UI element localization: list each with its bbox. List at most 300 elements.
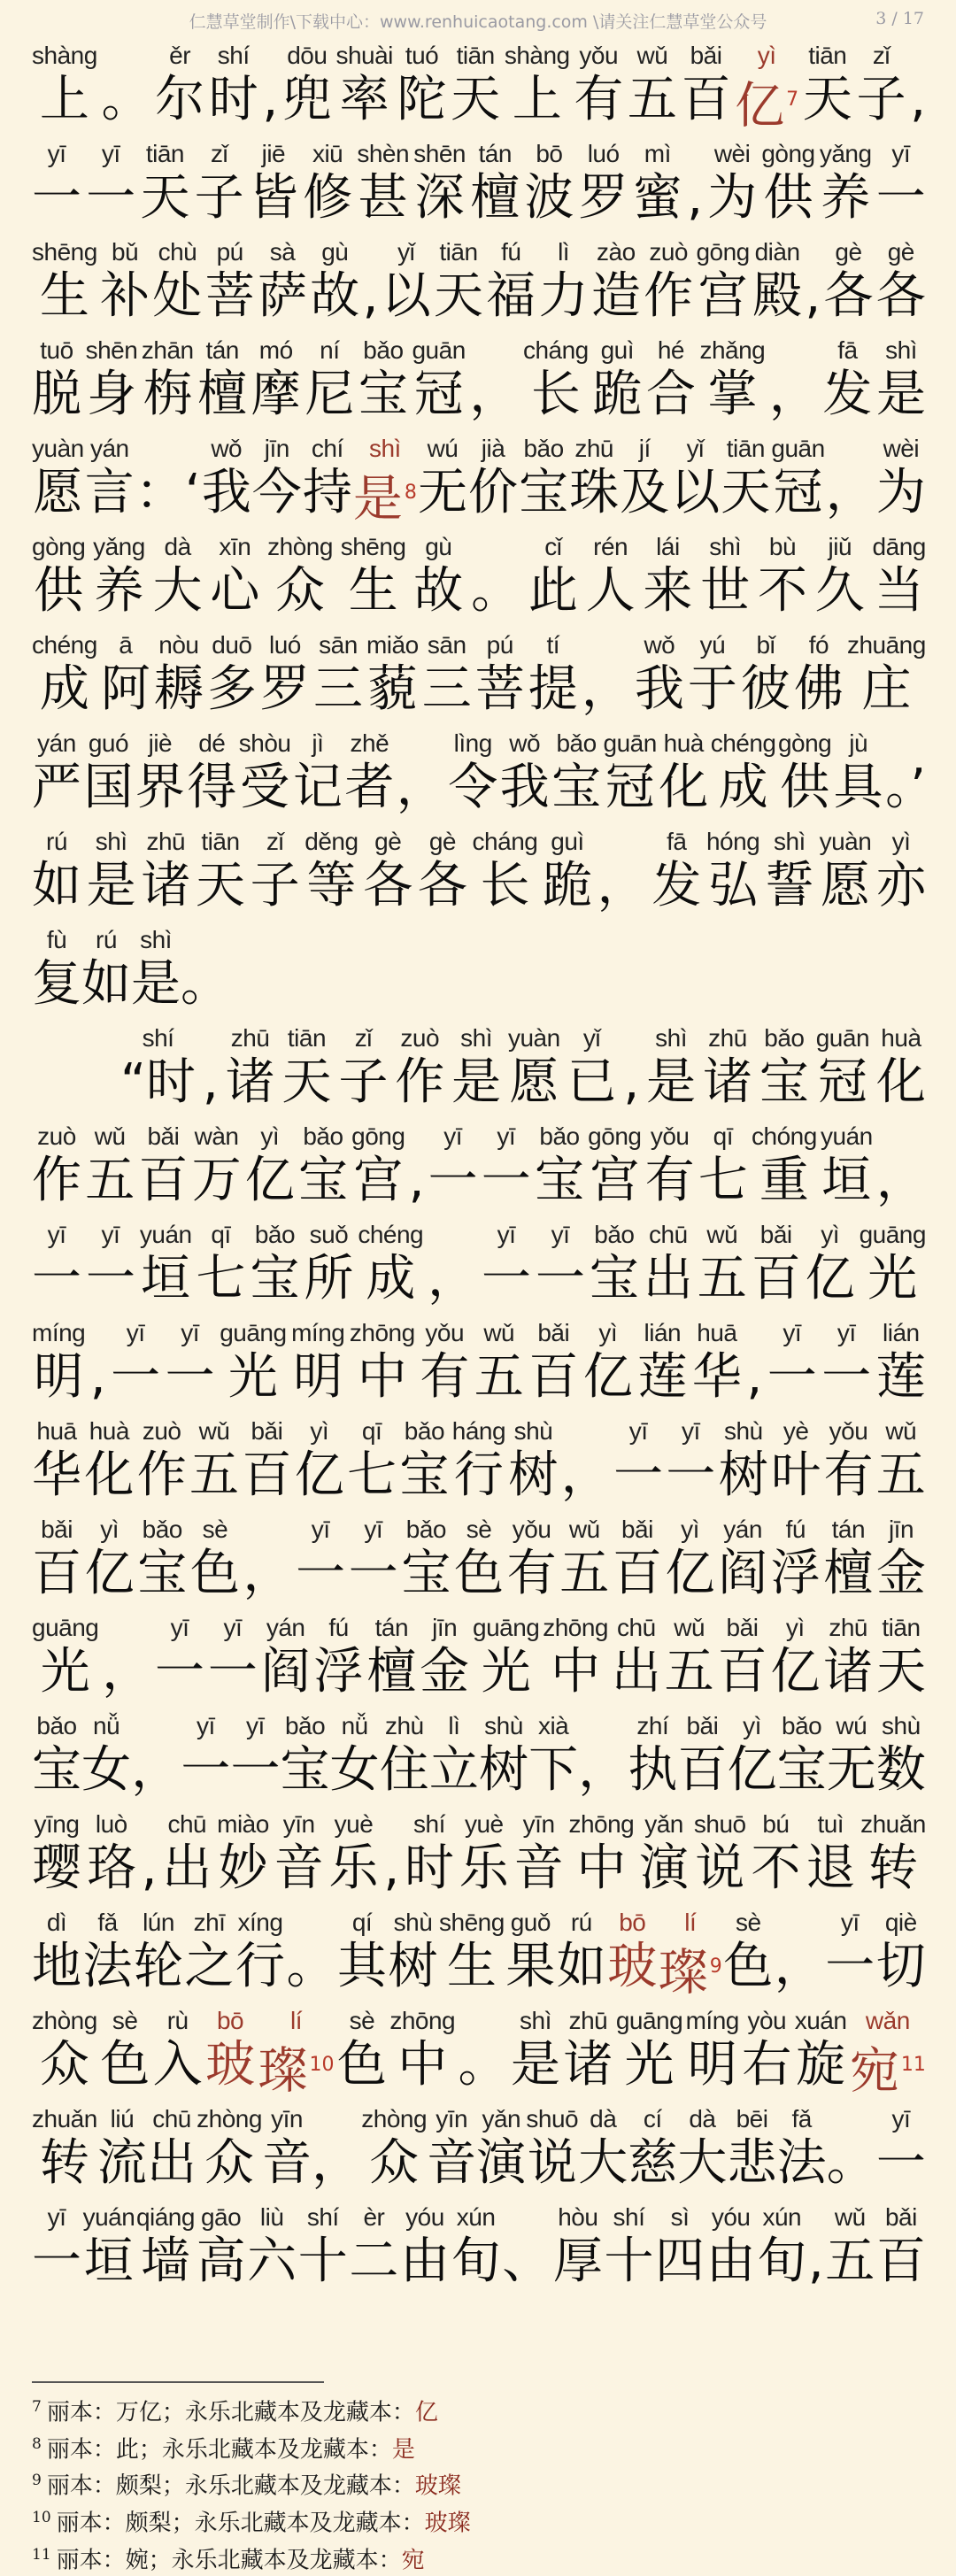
ruby-character	[305, 828, 358, 918]
footnote-number: 7	[32, 2398, 42, 2416]
hanzi: 执	[628, 1741, 678, 1799]
hanzi: 言	[84, 464, 135, 521]
hanzi: 冠	[773, 464, 823, 521]
pinyin: rù	[166, 2007, 189, 2034]
pinyin: zhōng	[389, 2007, 456, 2034]
hanzi: 此	[528, 562, 578, 620]
pinyin: míng	[685, 2007, 739, 2034]
pinyin: shí	[142, 1024, 174, 1052]
hanzi: 是	[876, 366, 926, 423]
footnote-text: 丽本：颇梨；永乐北藏本及龙藏本：	[46, 2472, 415, 2500]
footnote	[32, 2392, 917, 2429]
pinyin: huà	[881, 1024, 921, 1052]
ruby-character	[815, 533, 865, 623]
punctuation	[363, 238, 379, 328]
pinyin: shí	[613, 2203, 645, 2231]
ruby-character	[32, 1909, 81, 1999]
ruby-character	[147, 2105, 197, 2195]
punctuation	[826, 435, 875, 525]
pinyin: tiān	[808, 42, 847, 69]
hanzi: ,	[408, 1152, 425, 1209]
pinyin: sān	[319, 631, 358, 659]
ruby-character	[612, 1614, 661, 1704]
pinyin: huà	[663, 729, 704, 757]
hanzi: 跪	[543, 857, 592, 914]
pinyin: yī	[628, 1417, 648, 1445]
hanzi: 莲	[875, 1348, 926, 1406]
ruby-character	[32, 729, 81, 820]
hanzi: 成	[366, 1250, 416, 1307]
ruby-character	[876, 2105, 926, 2195]
hanzi: ,	[202, 1053, 219, 1111]
hanzi: 百	[717, 1643, 767, 1701]
hanzi: 明	[34, 1348, 84, 1406]
pinyin: chū	[649, 1221, 688, 1248]
hanzi: 地	[32, 1938, 81, 1995]
pinyin: yǐ	[686, 435, 704, 462]
hanzi: 。’	[885, 759, 926, 816]
pinyin: zhū	[230, 1024, 270, 1052]
ruby-character	[197, 1221, 246, 1311]
hanzi: 宝	[759, 1053, 809, 1111]
pinyin: zhū	[146, 828, 186, 855]
ruby-character	[413, 140, 466, 230]
pinyin	[418, 729, 424, 758]
text-line	[32, 1508, 926, 1606]
pinyin: tiān	[726, 435, 765, 462]
hanzi: 其	[337, 1938, 387, 1995]
pinyin: liù	[259, 2203, 284, 2231]
punctuation	[582, 631, 631, 721]
hanzi: 供	[34, 562, 84, 620]
ruby-character	[644, 1221, 693, 1311]
pinyin: dì	[46, 1909, 67, 1936]
pinyin: fù	[46, 926, 67, 953]
hanzi: 说	[695, 1839, 745, 1897]
ruby-character	[821, 1319, 871, 1409]
footnote-number: 9	[32, 2472, 42, 2490]
hanzi: 中	[576, 1839, 627, 1897]
pinyin: lí	[684, 1909, 697, 1936]
pinyin: yī	[47, 2203, 66, 2231]
ruby-character	[474, 1319, 524, 1409]
ruby-character	[777, 1712, 827, 1802]
hanzi: 天	[433, 267, 483, 325]
ruby-character	[761, 140, 814, 230]
pinyin: wǒ	[509, 729, 541, 757]
text-line	[32, 721, 926, 820]
hanzi: ，	[774, 1938, 824, 1995]
ruby-character	[192, 1122, 242, 1213]
ruby-character	[338, 1024, 388, 1114]
pinyin: guān	[771, 435, 825, 462]
hanzi: 转	[39, 2134, 89, 2192]
pinyin: gè	[835, 238, 862, 266]
pinyin: bǐ	[756, 631, 775, 659]
hanzi: 今	[251, 464, 302, 521]
hanzi: 众	[39, 2036, 89, 2094]
hanzi: 百	[751, 1250, 801, 1307]
ruby-character	[486, 238, 536, 328]
pinyin: qī	[211, 1221, 231, 1248]
hanzi: ,	[89, 1348, 106, 1406]
hanzi: 宝	[358, 366, 408, 423]
hanzi: 宝	[589, 1250, 639, 1307]
hanzi: 右	[742, 2036, 792, 2094]
ruby-character	[363, 828, 412, 918]
footnote-ref[interactable]: 11	[900, 2054, 926, 2076]
text-line	[32, 328, 926, 427]
ruby-character	[84, 1417, 134, 1508]
ruby-character	[401, 1516, 451, 1606]
pinyin: guāng	[473, 1614, 540, 1641]
hanzi: 阎	[718, 1545, 768, 1602]
pinyin: shù	[513, 1417, 553, 1445]
footnote-ref[interactable]: 9	[709, 1955, 722, 1978]
ruby-character	[330, 1712, 380, 1802]
pinyin: shí	[413, 1810, 445, 1838]
ruby-character	[876, 1614, 926, 1704]
ruby-character	[508, 1024, 560, 1114]
ruby-character	[337, 1909, 387, 1999]
pinyin: zhū	[829, 1614, 867, 1641]
pinyin: shēng	[32, 238, 97, 266]
hanzi: 珠	[569, 464, 620, 521]
hanzi: 养	[94, 562, 144, 620]
ruby-character	[293, 729, 343, 820]
pinyin: chū	[617, 1614, 656, 1641]
ruby-character	[528, 1319, 578, 1409]
pinyin: yì	[100, 1516, 120, 1543]
pinyin: yī	[47, 140, 66, 167]
pinyin: shēng	[340, 533, 406, 560]
hanzi: 为	[875, 464, 926, 521]
hanzi: 百	[528, 1348, 579, 1406]
footnote-number: 11	[32, 2545, 51, 2564]
footnote-ref[interactable]: 10	[309, 2054, 335, 2076]
ruby-character	[32, 1319, 85, 1409]
hanzi: 宝	[401, 1545, 451, 1602]
ruby-character	[298, 1122, 348, 1213]
pinyin	[480, 2007, 486, 2035]
hanzi: 演	[476, 2134, 527, 2192]
hanzi: 下	[528, 1741, 579, 1799]
hanzi: 是	[510, 2036, 560, 2094]
ruby-character	[528, 631, 578, 721]
ruby-character	[505, 42, 570, 132]
pinyin: qiáng	[135, 2203, 195, 2231]
hanzi: 莲	[637, 1348, 688, 1406]
pinyin: bǎo	[142, 1516, 182, 1543]
hanzi: 光	[481, 1643, 531, 1701]
pinyin: yán	[723, 1516, 762, 1543]
pinyin	[600, 1712, 606, 1740]
ruby-character	[834, 729, 883, 820]
ruby-character	[140, 140, 189, 230]
hanzi: 华	[32, 1446, 81, 1504]
ruby-character	[473, 828, 538, 918]
ruby-character	[153, 2007, 203, 2097]
ruby-character	[85, 1516, 135, 1606]
pinyin	[449, 1221, 455, 1249]
pinyin: miǎo	[366, 631, 419, 659]
pinyin: jīn	[264, 435, 289, 462]
pinyin: shòu	[238, 729, 291, 757]
ruby-character	[350, 1319, 415, 1409]
hanzi: 各	[417, 857, 467, 914]
pinyin	[619, 828, 625, 856]
ruby-character	[400, 2203, 450, 2294]
ruby-character	[468, 435, 518, 525]
pinyin: jí	[638, 435, 651, 462]
ruby-character	[583, 1319, 633, 1409]
ruby-character	[658, 1909, 722, 2002]
pinyin: guāng	[220, 1319, 287, 1346]
pinyin: bǎi	[251, 1417, 283, 1445]
hanzi: 无	[826, 1741, 876, 1799]
pinyin: jià	[481, 435, 505, 462]
ruby-character	[651, 828, 701, 918]
pinyin: jiē	[261, 140, 286, 167]
hanzi: 各	[363, 857, 413, 914]
ruby-character	[335, 42, 392, 132]
hanzi: ，	[581, 660, 631, 718]
hanzi: 大	[578, 2134, 628, 2192]
ruby-character	[366, 631, 419, 721]
hanzi: 出	[162, 1839, 212, 1897]
ruby-character	[706, 828, 759, 918]
hanzi: 音	[262, 2134, 312, 2192]
hanzi: 化	[875, 1053, 926, 1111]
pinyin	[491, 336, 497, 365]
ruby-character	[543, 1614, 608, 1704]
hanzi: 光	[624, 2036, 675, 2094]
hanzi: 光	[227, 1348, 278, 1406]
ruby-character	[628, 1712, 677, 1802]
hanzi: 亿$^7$	[735, 77, 799, 135]
ruby-character	[32, 1221, 81, 1311]
hanzi: 成	[718, 759, 768, 816]
pinyin: bǔ	[112, 238, 139, 266]
hanzi: 有	[644, 1152, 695, 1209]
footnote-ref[interactable]: 8	[404, 482, 417, 504]
pinyin: duō	[212, 631, 252, 659]
hanzi: 树	[388, 1938, 438, 1995]
hanzi: 七	[196, 1250, 246, 1307]
ruby-character	[876, 1909, 926, 1999]
hanzi: ,	[141, 1839, 158, 1897]
pinyin: yīn	[436, 2105, 468, 2133]
ruby-character	[686, 2007, 739, 2097]
pinyin: chóng	[752, 1122, 817, 1150]
punctuation	[805, 238, 821, 328]
hanzi: 旋	[796, 2036, 846, 2094]
pinyin: zhuāng	[846, 631, 926, 659]
pinyin: bǎi	[621, 1516, 653, 1543]
hanzi: 亿	[805, 1250, 855, 1307]
ruby-character	[604, 729, 657, 820]
pinyin: qiè	[884, 1909, 917, 1936]
hanzi: 诸	[225, 1053, 275, 1111]
pinyin: zǐ	[211, 140, 228, 167]
ruby-character	[707, 140, 757, 230]
hanzi: 一	[666, 1446, 716, 1504]
ruby-character	[645, 1122, 695, 1213]
footnote	[32, 2540, 917, 2576]
hanzi: 生	[39, 267, 89, 325]
ruby-character	[635, 631, 684, 721]
ruby-character	[759, 1024, 809, 1114]
pinyin: yī	[170, 1614, 189, 1641]
pinyin: shì	[140, 926, 172, 953]
pinyin: bǎi	[884, 2203, 917, 2231]
pinyin: zǐ	[266, 828, 284, 855]
text-line	[32, 1802, 926, 1901]
pinyin: lì	[558, 238, 570, 266]
ruby-character	[153, 533, 203, 623]
pinyin: yī	[840, 1909, 860, 1936]
hanzi: 明	[293, 1348, 343, 1406]
pinyin: yuán	[821, 1122, 873, 1150]
hanzi: 音	[427, 2134, 477, 2192]
hanzi: 无	[417, 464, 467, 521]
hanzi: 一	[482, 1250, 532, 1307]
pinyin: chéng	[32, 631, 97, 659]
ruby-character	[820, 828, 872, 918]
footnotes	[32, 2381, 917, 2576]
hanzi: 菩	[204, 267, 255, 325]
hanzi: 上	[39, 71, 89, 128]
hanzi: 罗	[578, 169, 628, 227]
hanzi: ，	[312, 2134, 362, 2192]
ruby-character	[298, 2203, 348, 2294]
hanzi: 合	[645, 366, 696, 423]
pinyin: guān	[412, 336, 466, 364]
pinyin: yīn	[282, 1810, 315, 1838]
pinyin: gōng	[696, 238, 750, 266]
pinyin: sè	[466, 1516, 492, 1543]
footnote-text: 丽本：万亿；永乐北藏本及龙藏本：	[46, 2399, 415, 2426]
pinyin: yī	[101, 140, 120, 167]
hanzi: 百	[138, 1152, 189, 1209]
hanzi: 檀	[823, 1545, 874, 1602]
hanzi: 说	[527, 2134, 577, 2192]
pinyin: yú	[699, 631, 726, 659]
ruby-character	[644, 238, 693, 328]
hanzi: 一	[111, 1348, 161, 1406]
ruby-character	[152, 238, 202, 328]
hanzi: 。	[181, 955, 230, 1013]
ruby-character	[876, 1417, 926, 1508]
pinyin: bú	[762, 1810, 790, 1838]
hanzi: ：‘	[135, 464, 201, 521]
hanzi: 乐	[459, 1839, 509, 1897]
ruby-character	[694, 1810, 746, 1901]
pinyin: zhū	[708, 1024, 747, 1052]
hanzi: 三	[312, 660, 363, 718]
ruby-character	[358, 336, 408, 427]
pinyin: yán	[266, 1614, 305, 1641]
hanzi: 如	[32, 857, 81, 914]
hanzi: 墙	[140, 2233, 190, 2290]
hanzi: 有	[823, 1446, 874, 1504]
pinyin: gù	[321, 238, 349, 266]
scripture-text	[32, 34, 926, 2294]
pinyin	[165, 435, 171, 463]
hanzi: 界	[135, 759, 185, 816]
pinyin: qī	[361, 1417, 382, 1445]
hanzi: 切	[875, 1938, 926, 1995]
hanzi: ，	[768, 366, 819, 423]
pinyin: guǒ	[510, 1909, 551, 1936]
pinyin: zhù	[384, 1712, 424, 1739]
ruby-character	[131, 926, 181, 1016]
hanzi: 国	[83, 759, 134, 816]
ruby-character	[32, 1614, 98, 1704]
ruby-character	[514, 1810, 564, 1901]
ruby-character	[296, 1516, 345, 1606]
pinyin: diàn	[754, 238, 800, 266]
ruby-character	[827, 1712, 876, 1802]
hanzi: 众	[204, 2134, 255, 2192]
hanzi: 发	[651, 857, 702, 914]
hanzi: 具	[833, 759, 883, 816]
hanzi: 当	[874, 562, 924, 620]
ruby-character	[459, 1810, 509, 1901]
hanzi: 璨$^9$	[658, 1944, 722, 2002]
pinyin: dà	[164, 533, 191, 560]
hanzi: 有	[506, 1545, 557, 1602]
ruby-character	[120, 1024, 196, 1114]
ruby-character	[197, 2105, 262, 2195]
text-line	[32, 427, 926, 528]
hanzi: 出	[147, 2134, 197, 2192]
pinyin: zào	[597, 238, 636, 266]
ruby-character	[703, 1024, 752, 1114]
hanzi: 受	[240, 759, 290, 816]
pinyin: miào	[217, 1810, 269, 1838]
pinyin: bǎo	[556, 729, 597, 757]
ruby-character	[291, 1319, 344, 1409]
ruby-character	[344, 729, 394, 820]
hanzi: 。	[101, 71, 151, 128]
ruby-character	[220, 1319, 286, 1409]
ruby-character	[569, 435, 619, 525]
ruby-character	[698, 1221, 747, 1311]
ruby-character	[197, 2203, 246, 2294]
pinyin: chéng	[358, 1221, 424, 1248]
ruby-character	[100, 2007, 150, 2097]
ruby-character	[771, 1417, 821, 1508]
pinyin	[413, 1122, 420, 1151]
pinyin: xún	[456, 2203, 496, 2231]
hanzi: 人	[585, 562, 636, 620]
pinyin	[790, 336, 797, 365]
pinyin: xún	[762, 2203, 802, 2231]
pinyin: xià	[537, 1712, 569, 1739]
hanzi: ，	[102, 1643, 152, 1701]
hanzi: 宝	[534, 1152, 584, 1209]
hanzi: 宝	[137, 1545, 188, 1602]
pinyin: bēi	[736, 2105, 768, 2133]
hanzi: 世	[700, 562, 751, 620]
ruby-character	[568, 1810, 634, 1901]
footnote-ref[interactable]: 7	[786, 89, 799, 111]
ruby-character	[677, 2105, 727, 2195]
ruby-character	[207, 631, 257, 721]
pinyin: pú	[216, 238, 243, 266]
ruby-character	[519, 435, 568, 525]
